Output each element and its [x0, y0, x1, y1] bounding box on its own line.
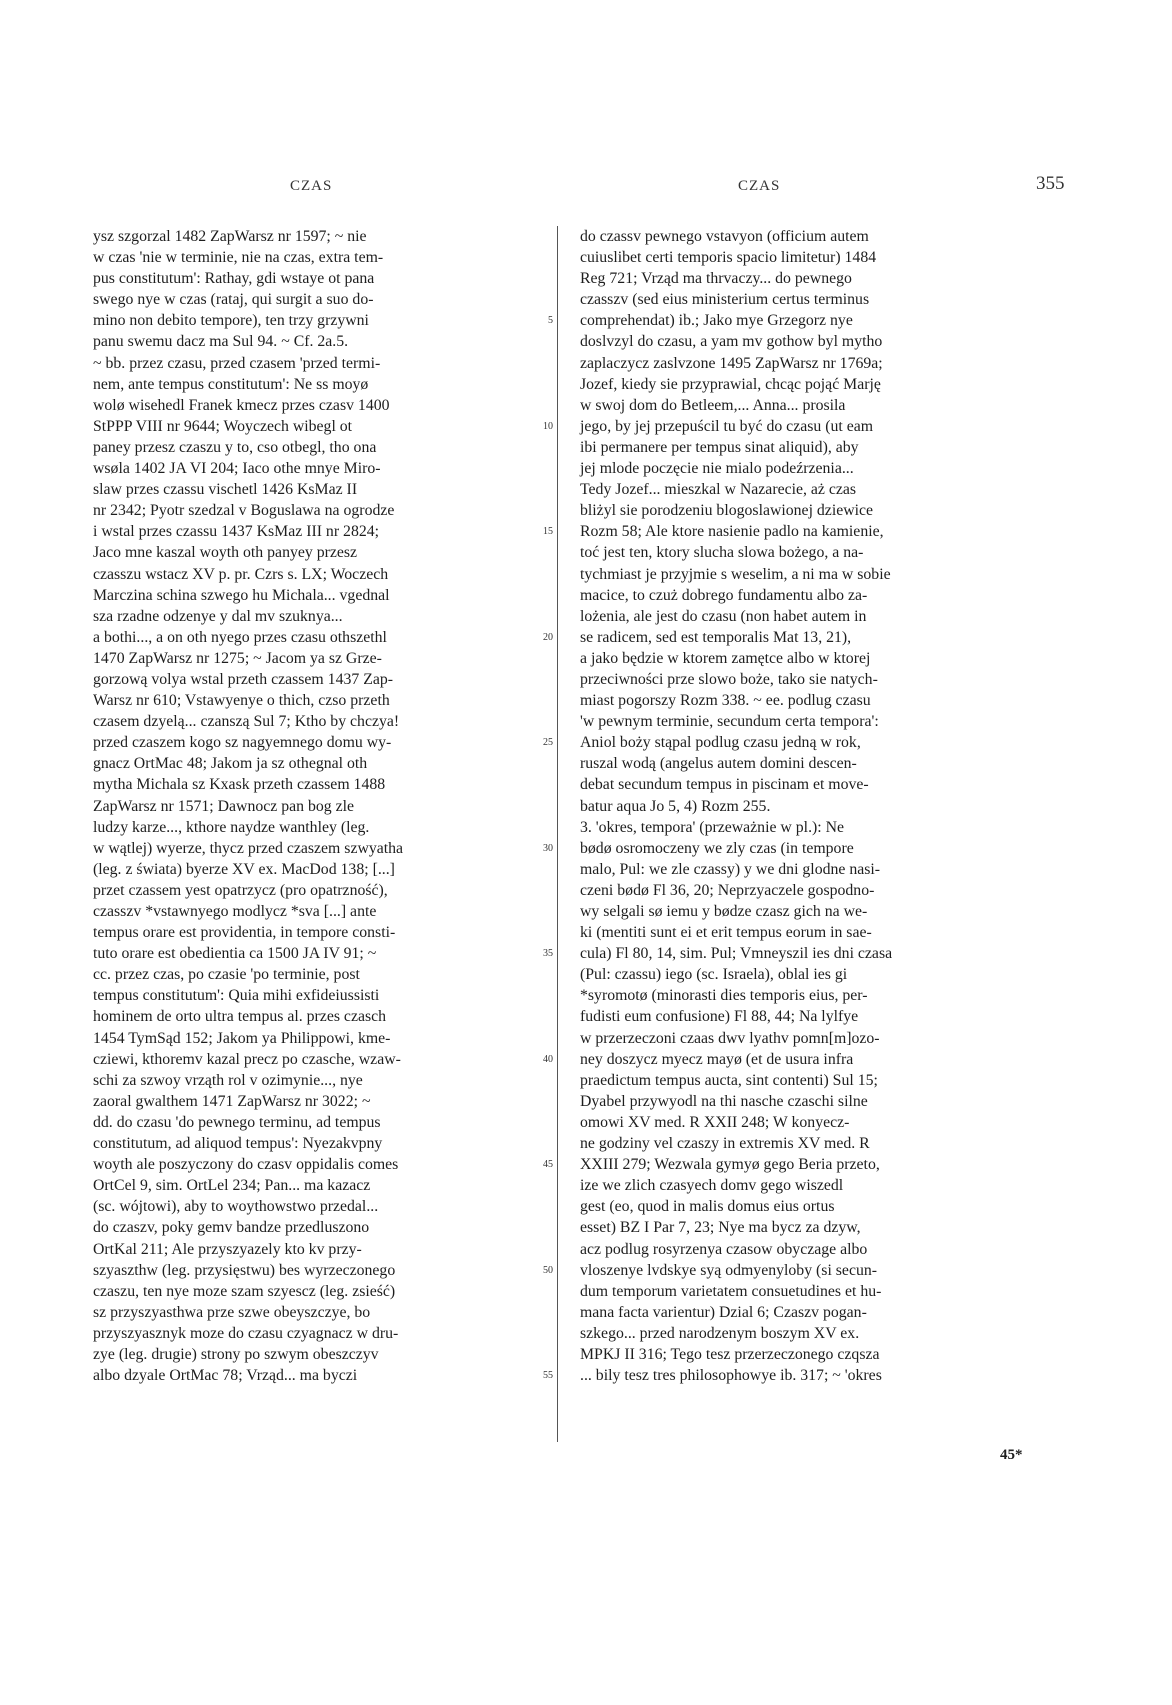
line-number: 50 [543, 1264, 553, 1276]
running-head-left: CZAS [290, 178, 333, 194]
line-number: 35 [543, 948, 553, 960]
line-number: 45 [543, 1159, 553, 1171]
column-divider [557, 226, 558, 1442]
left-column [93, 226, 525, 1386]
running-head-right: CZAS [738, 178, 781, 194]
line-number: 20 [543, 631, 553, 643]
line-number: 30 [543, 842, 553, 854]
line-number: 40 [543, 1053, 553, 1065]
line-number: 25 [543, 737, 553, 749]
left-column-text: ysz szgorzal 1482 ZapWarsz nr 1597; ~ nie w czas 'nie w terminie, nie na czas, extra tem- pus constitutum': Rathay, gdi wstaye ot pana swego nye w czas (rataj, qui surgit a suo do- mino non debito tempore), ten trzy grzywni panu swemu dacz ma Sul 94. ~ Cf. 2a.5. ~ bb. przez czasu, przed czasem 'przed termi- nem, ante tempus constitutum': Ne ss moyø wolø wisehedl Franek kmecz przes czasv 1400 StPPP VIII nr 9644; Woyczech wibegl ot paney przesz czaszu y to, cso otbegl, tho ona wsøla 1402 JA VI 204; Iaco othe mnye Miro- slaw przes czassu vischetl 1426 KsMaz II nr 2342; Pyotr szedzal v Boguslawa na ogrodze i wstal przes czassu 1437 KsMaz III nr 2824; Jaco mne kaszal woyth oth panyey przesz czasszu wstacz XV p. pr. Czrs s. LX; Woczech Marczina schina szwego hu Michala... vgednal sza rzadne odzenye y dal mv szuknya... a bothi..., a on oth nyego przes czasu othszethl 1470 ZapWarsz nr 1275; ~ Jacom ya sz Grze- gorzową volya wstal przeth czassem 1437 Zap- Warsz nr 610; Vstawyenye o thich, czso przeth czasem dzyelą... czanszą Sul 7; Ktho by chczya! przed czaszem kogo sz nagyemnego domu wy- gnacz OrtMac 48; Jakom ja sz othegnal oth mytha Michala sz Kxask przeth czassem 1488 ZapWarsz nr 1571; Dawnocz pan bog zle ludzy karze..., kthore naydze wanthley (leg. w wątlej) wyerze, thycz przed czaszem szwyatha (leg. z świata) byerze XV ex. MacDod 138; [...] przet czassem yest opatrzycz (pro opatrzność), czasszv *vstawnyego modlycz *sva [...] ante tempus orare est providentia, in tempore consti- tuto orare est obedientia ca 1500 JA IV 91; ~ cc. przez czas, po czasie 'po terminie, post tempus constitutum': Quia mihi exfideiussisti hominem de orto ultra tempus al. przes czasch 1454 TymSąd 152; Jakom ya Philippowi, kme- cziewi, kthoremv kazal precz po czasche, wzaw- schi za szwoy vrząth rol v ozimynie..., nye zaoral gwalthem 1471 ZapWarsz nr 3022; ~ dd. do czasu 'do pewnego terminu, ad tempus constitutum, ad aliquod tempus': Nyezakvpny woyth ale poszyczony do czasv oppidalis comes OrtCel 9, sim. OrtLel 234; Pan... ma kazacz (sc. wójtowi), aby to woythowstwo przedal... do czaszv, poky gemv bandze przedluszono OrtKal 211; Ale przyszyazely kto kv przy- szyaszthw (leg. przysięstwu) bes wyrzeczonego czaszu, ten nye moze szam szyescz (leg. zsieść) sz przyszyasthwa prze szwe obeyszczye, bo przyszyasznyk moze do czasu czyagnacz w dru- zye (leg. drugie) strony po szwym obeszczyv albo dzyale OrtMac 78; Vrząd... ma byczi [93, 228, 404, 1385]
line-number: 10 [543, 420, 553, 432]
line-number: 55 [543, 1370, 553, 1382]
printer-signature: 45* [1000, 1447, 1023, 1463]
right-column-text: do czassv pewnego vstavyon (officium autem cuiuslibet certi temporis spacio limitetur) 1484 Reg 721; Vrząd ma thrvaczy... do pewnego czasszv (sed eius ministerium certus terminus comprehendat) ib.; Jako mye Grzegorz nye doslvzyl do czasu, a yam mv gothow byl mytho zaplaczycz zaslvzone 1495 ZapWarsz nr 1769a; Jozef, kiedy sie przyprawial, chcąc pojąć Marję w swoj dom do Betleem,... Anna... prosila jego, by jej przepuścil tu być do czasu (ut eam ibi permanere per tempus sinat aliquid), aby jej mlode poczęcie nie mialo podeźrzenia... Tedy Jozef... mieszkal w Nazarecie, aż czas bliżyl sie porodzeniu blogoslawionej dziewice Rozm 58; Ale ktore nasienie padlo na kamienie, toć jest ten, ktory slucha slowa bożego, a na- tychmiast je przyjmie s weselim, a ni ma w sobie macice, to czuż dobrego fundamentu albo za- lożenia, ale jest do czasu (non habet autem in se radicem, sed est temporalis Mat 13, 21), a jako będzie w ktorem zamętce albo w ktorej przeciwności prze slowo boże, tako sie natych- miast pogorszy Rozm 338. ~ ee. podlug czasu 'w pewnym terminie, secundum certa tempora': Aniol boży stąpal podlug czasu jedną w rok, ruszal wodą (angelus autem domini descen- debat secundum tempus in piscinam et move- batur aqua Jo 5, 4) Rozm 255. 3. 'okres, tempora' (przeważnie w pl.): Ne bødø osromoczeny we zly czas (in tempore malo, Pul: we zle czassy) y we dni glodne nasi- czeni bødø Fl 36, 20; Neprzyaczele gospodno- wy selgali sø iemu y bødze czasz gich na we- ki (mentiti sunt ei et erit tempus eorum in sae- cula) Fl 80, 14, sim. Pul; Vmneyszil ies dni czasa (Pul: czassu) iego (sc. Israela), oblal ies gi *syromotø (minorasti dies temporis eius, per- fudisti eum confusione) Fl 88, 44; Na lylfye w przerzeczoni czaas dwv lyathv pomn[m]ozo- ney doszycz myecz mayø (et de usura infra praedictum tempus aucta, sint contenti) Sul 15; Dyabel przywyodl na thi nasche czaschi silne omowi XV med. R XXII 248; W konyecz- ne godziny vel czaszy in extremis XV med. R XXIII 279; Wezwala gymyø gego Beria przeto, ize we zlich czasyech domv gego wiszedl gest (eo, quod in malis domus eius ortus esset) BZ I Par 7, 23; Nye ma bycz za dzyw, acz podlug rosyrzenya czasow obyczage albo vloszenye lvdskye syą odmyenyloby (si secun- dum temporum varietatem consuetudines et hu- mana facta varientur) Dzial 6; Czaszv pogan- szkego... przed narodzenym boszym XV ex. MPKJ II 316; Tego tesz przerzeczonego czqsza ... bily tesz tres philosophowye ib. 317; ~ 'okres [580, 228, 893, 1385]
line-number: 15 [543, 526, 553, 538]
page-number: 355 [1036, 173, 1065, 194]
line-number: 5 [548, 315, 553, 327]
right-column [580, 226, 1012, 1386]
